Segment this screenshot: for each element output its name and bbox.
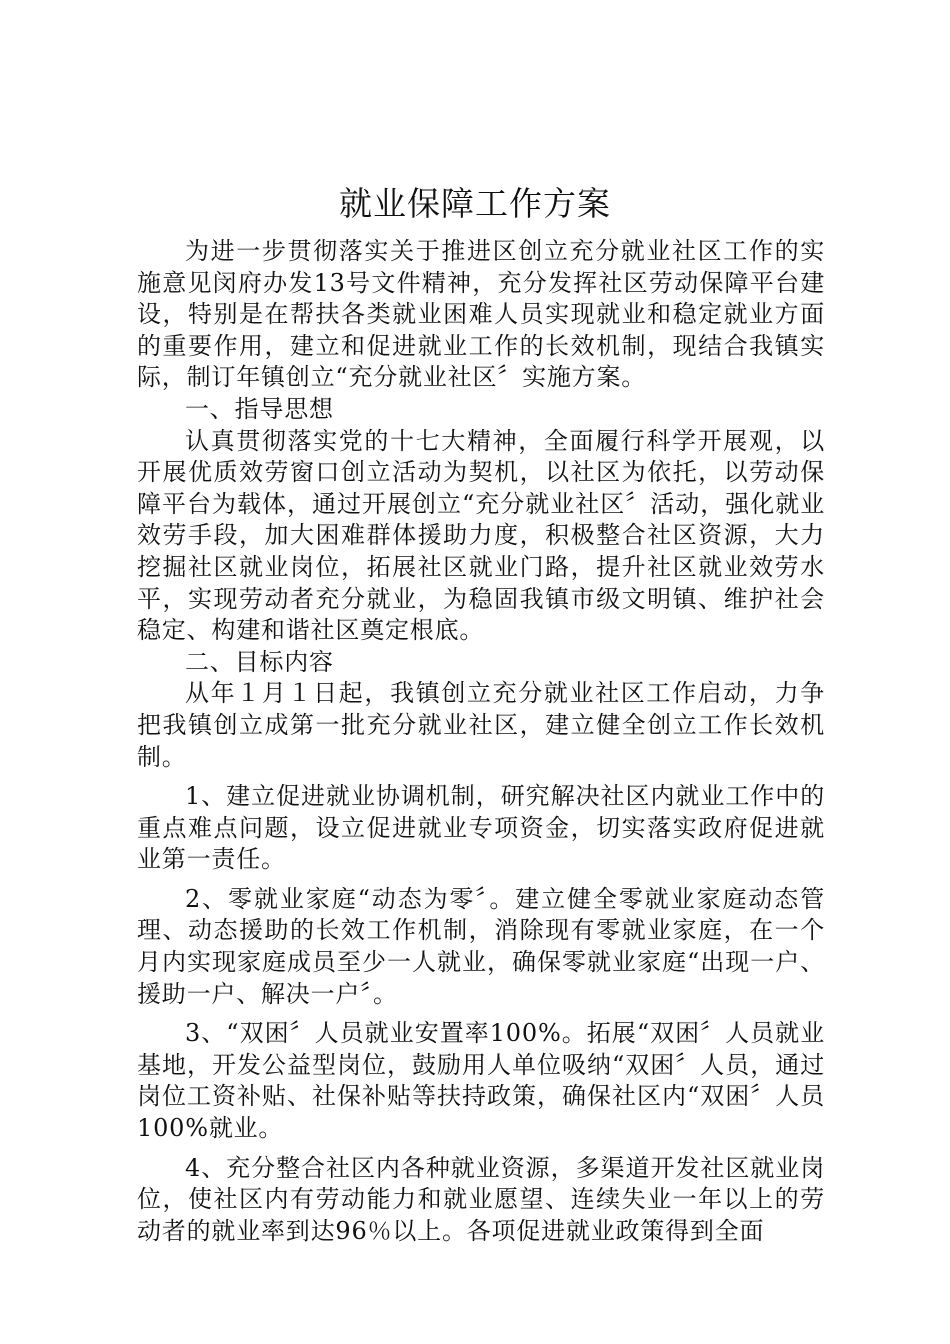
section-heading-goals: 二、目标内容 — [185, 647, 334, 676]
goal-item-3: 3、“双困〞人员就业安置率100%。拓展“双困〞人员就业基地，开发公益型岗位，鼓励用人单位吸纳“双困〞人员，通过岗位工资补贴、社保补贴等扶持政策，确保社区内“双困〞人员100%就业。 — [137, 1019, 825, 1143]
goal-item-4: 4、充分整合社区内各种就业资源，多渠道开发社区就业岗位，使社区内有劳动能力和就业愿望、连续失业一年以上的劳动者的就业率到达96％以上。各项促进就业政策得到全面 — [137, 1153, 825, 1245]
goal-item-2: 2、零就业家庭“动态为零〞。建立健全零就业家庭动态管理、动态援助的长效工作机制，消除现有零就业家庭，在一个月内实现家庭成员至少一人就业，确保零就业家庭“出现一户、援助一户、解决一户〞。 — [137, 884, 825, 1008]
guiding-ideology-paragraph: 认真贯彻落实党的十七大精神，全面履行科学开展观，以开展优质效劳窗口创立活动为契机，以社区为依托，以劳动保障平台为载体，通过开展创立“充分就业社区〞活动，强化就业效劳手段，加大困难群体援助力度，积极整合社区资源，大力挖掘社区就业岗位，拓展社区就业门路，提升社区就业效劳水平，实现劳动者充分就业，为稳固我镇市级文明镇、维护社会稳定、构建和谐社区奠定根底。 — [137, 426, 825, 645]
goal-item-1: 1、建立促进就业协调机制，研究解决社区内就业工作中的重点难点问题，设立促进就业专项资金，切实落实政府促进就业第一责任。 — [137, 782, 825, 874]
section-heading-guiding-ideology: 一、指导思想 — [185, 394, 334, 423]
document-body — [137, 236, 825, 1247]
intro-paragraph: 为进一步贯彻落实关于推进区创立充分就业社区工作的实施意见闵府办发13号文件精神，充分发挥社区劳动保障平台建设，特别是在帮扶各类就业困难人员实现就业和稳定就业方面的重要作用，建立和促进就业工作的长效机制，现结合我镇实际，制订年镇创立“充分就业社区〞实施方案。 — [137, 237, 825, 392]
goals-paragraph: 从年１月１日起，我镇创立充分就业社区工作启动，力争把我镇创立成第一批充分就业社区，建立健全创立工作长效机制。 — [137, 679, 825, 771]
document-title: 就业保障工作方案 — [339, 184, 611, 223]
